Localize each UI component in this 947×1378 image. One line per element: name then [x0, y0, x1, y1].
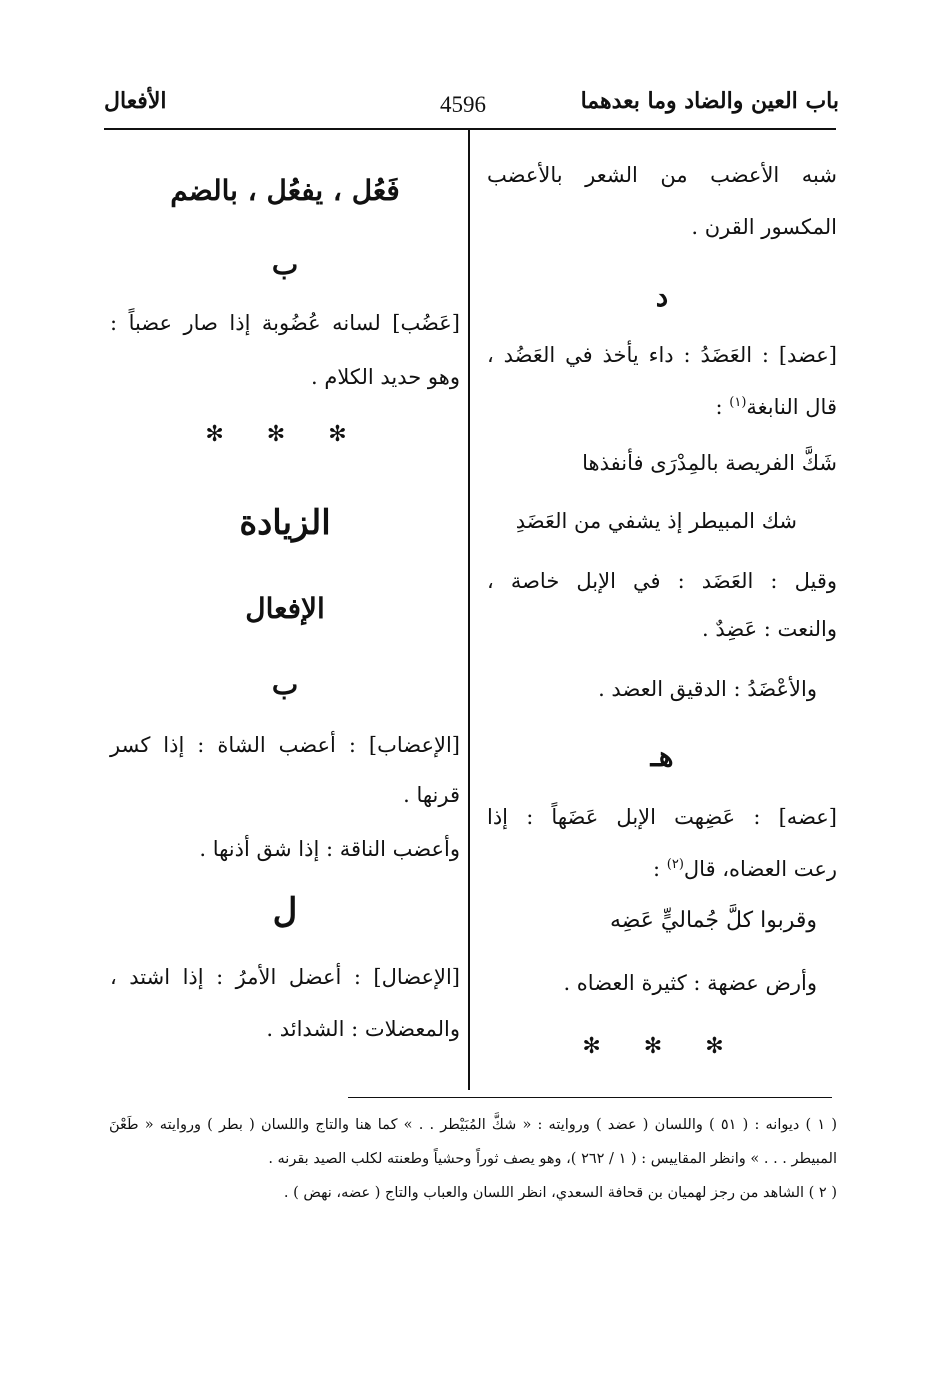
entry-iadab-line: وأعضب الناقة : إذا شق أذنها .	[199, 837, 460, 861]
entry-adub-line: وهو حديد الكلام .	[311, 365, 460, 389]
letter-heading-lam: ل	[272, 891, 298, 931]
quote-attribution: قال النابغة	[746, 395, 837, 419]
text-span: رعت العضاه، قال	[683, 857, 837, 881]
colon: :	[715, 395, 730, 419]
pattern-heading: فَعُل ، يفعُل ، بالضم	[170, 174, 400, 207]
footnote-1-line: ( ١ ) ديوانه : ( ٥١ ) واللسان ( عضد ) وروايته : « شكَّ المُبَيْطر . . » كما هنا والتاج واللسان ( بطر ) وروايته « طَعْنَ	[109, 1117, 837, 1133]
entry-iadab-line: قرنها .	[403, 783, 460, 807]
running-head-section: الأفعال	[104, 88, 167, 114]
footnote-2: ( ٢ ) الشاهد من رجز لهميان بن قحافة السعدي، انظر اللسان والعباب والتاج ( عضه، نهض ) .	[283, 1185, 837, 1201]
text-line: شبه الأعضب من الشعر بالأعضب	[487, 163, 837, 187]
verse-line: شك المبيطر إذ يشفي من العَضَدِ	[515, 509, 797, 533]
text-line: المكسور القرن .	[691, 215, 837, 239]
footnote-ref: (٢)	[666, 857, 684, 872]
page-number: 4596	[440, 92, 486, 117]
column-divider	[468, 130, 470, 1090]
running-head-chapter: باب العين والضاد وما بعدهما	[580, 88, 839, 114]
sub-heading-afaal: الإفعال	[245, 592, 325, 625]
text-line: وأرض عضهة : كثيرة العضاه .	[563, 971, 817, 995]
colon: :	[653, 857, 667, 881]
header-rule	[104, 128, 836, 130]
footnote-rule	[348, 1097, 832, 1098]
verse-line: وقربوا كلَّ جُماليٍّ عَضِه	[609, 908, 817, 933]
letter-heading-dal: د	[655, 280, 669, 313]
entry-adub-line: [عَضُب] لسانه عُضُوبة إذا صار عضباً :	[110, 311, 460, 335]
entry-adad-quote-line	[487, 388, 837, 422]
text-line: وقيل : العَضَد : في الإبل خاصة ،	[487, 569, 837, 593]
text-line: والأعْضَدُ : الدقيق العضد .	[598, 677, 817, 701]
entry-adah-head: [عضه] : عَضِهت الإبل عَضَهاً : إذا	[487, 805, 837, 829]
footnote-ref: (١)	[729, 395, 747, 410]
entry-iadal-line: [الإعضال] : أعضل الأمرُ : إذا اشتد ،	[110, 965, 460, 989]
footnote-1-line: المبيطر . . . » وانظر المقاييس : ( ١ / ٢٦٢ )، وهو يصف ثوراً وحشياً وطعنته لكلب الصيد بقرنه .	[268, 1151, 837, 1167]
letter-heading-ba: ب	[271, 668, 299, 701]
text-line: والنعت : عَضِدٌ .	[701, 617, 837, 641]
section-separator-stars: ✻ ✻ ✻	[205, 422, 365, 447]
letter-heading-ha: هـ	[650, 740, 674, 773]
section-separator-stars: ✻ ✻ ✻	[582, 1034, 742, 1059]
entry-adad-head: [عضد] : العَضَدُ : داء يأخذ في العَضُد ،	[487, 343, 837, 367]
verse-line: شَكَّ الفريصة بالمِدْرَى فأنفذها	[582, 451, 837, 475]
entry-iadal-line: والمعضلات : الشدائد .	[266, 1017, 460, 1041]
letter-heading-ba: ب	[271, 248, 299, 281]
entry-iadab-line: [الإعضاب] : أعضب الشاة : إذا كسر	[110, 733, 460, 757]
entry-adah-line	[487, 850, 837, 884]
main-heading-ziyada: الزيادة	[239, 503, 331, 543]
